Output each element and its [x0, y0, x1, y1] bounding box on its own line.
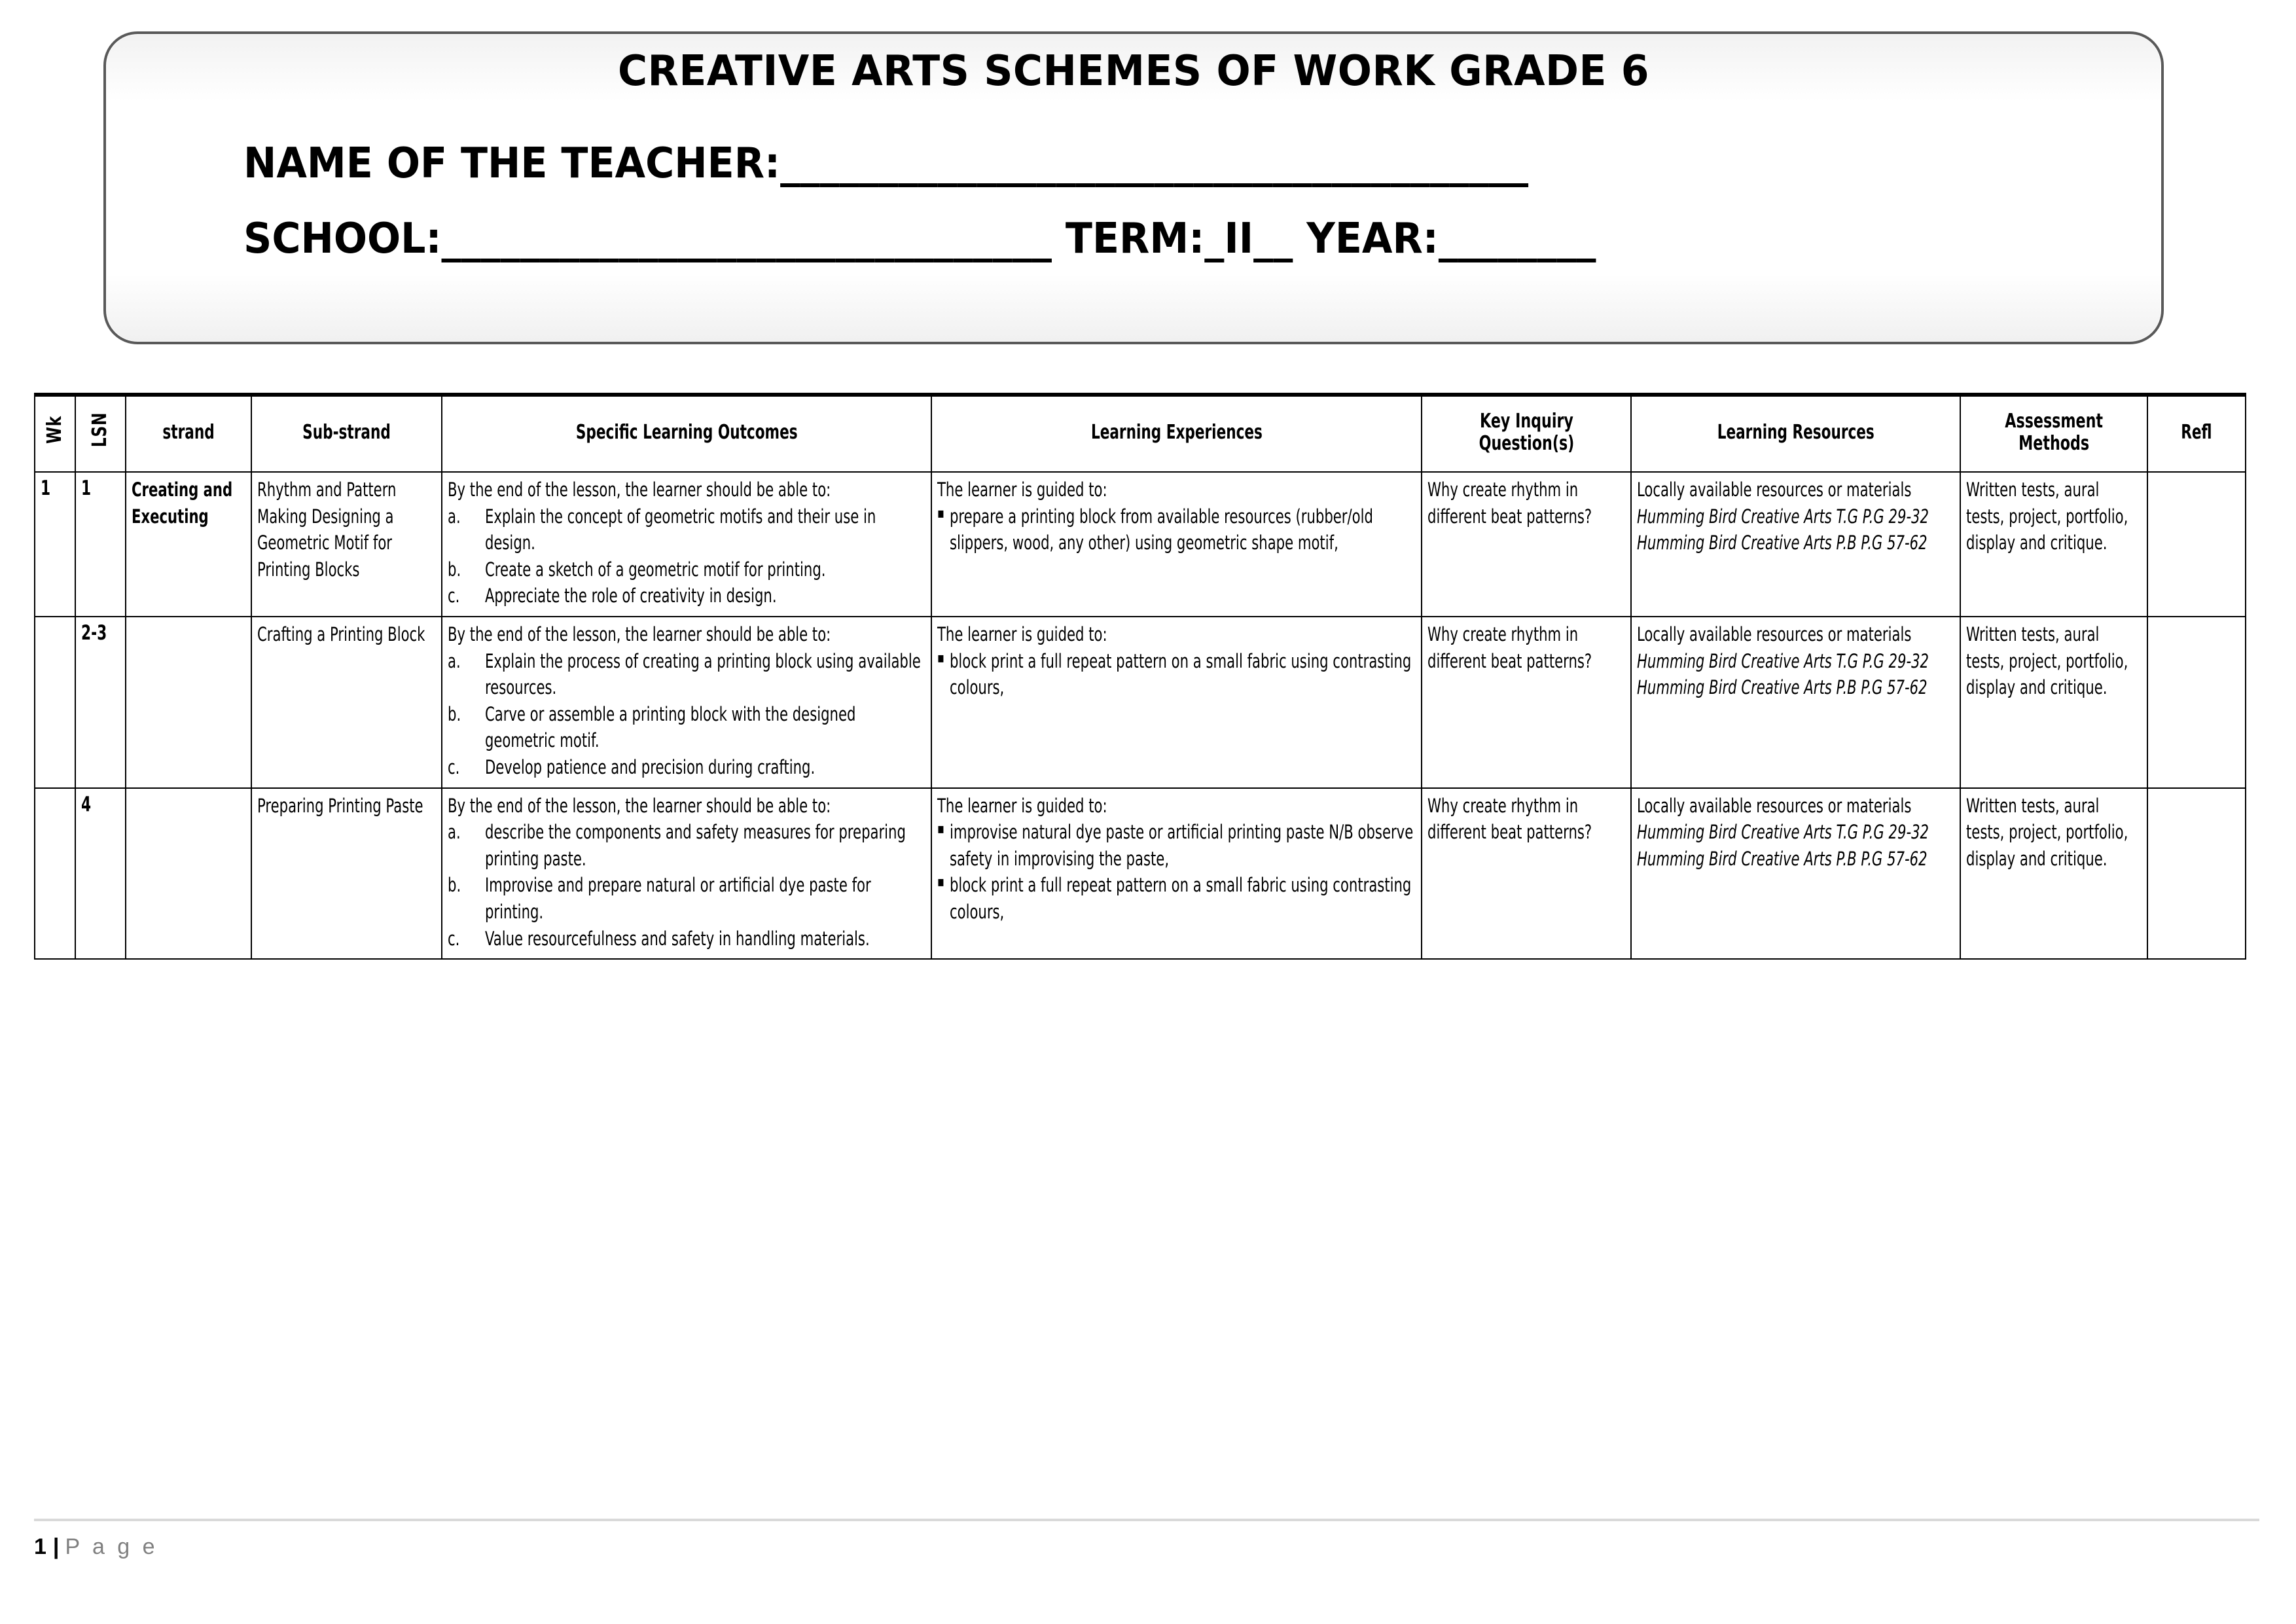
- cell-lesson: [75, 617, 126, 788]
- learning-resources-reference: Humming Bird Creative Arts P.B P.G 57-62: [1637, 847, 1928, 870]
- column-header-wk: [35, 395, 75, 472]
- school-blank[interactable]: _______________________________: [441, 215, 1052, 263]
- square-bullet-icon: ▪: [937, 874, 945, 891]
- slo-list-item: [448, 926, 925, 952]
- column-header-learning-resources: [1631, 395, 1960, 472]
- slo-list-item: [448, 701, 925, 754]
- slo-list: [448, 648, 925, 781]
- cell-specific-learning-outcomes: [442, 472, 931, 617]
- lesson-value: 1: [81, 477, 92, 500]
- key-inquiry-question-value: Why create rhythm in different beat patterns?: [1427, 623, 1592, 672]
- teacher-label: NAME OF THE TEACHER:: [243, 139, 781, 188]
- cell-learning-resources: [1631, 472, 1960, 617]
- cell-key-inquiry-question: [1422, 472, 1632, 617]
- column-header-strand: [126, 395, 251, 472]
- slo-item-marker: c.: [448, 755, 460, 778]
- column-header-le-label: Learning Experiences: [1090, 420, 1263, 444]
- sub-strand-value: Preparing Printing Paste: [257, 794, 423, 817]
- term-label: TERM:: [1065, 215, 1205, 263]
- key-inquiry-question-value: Why create rhythm in different beat patterns?: [1427, 794, 1592, 844]
- learning-resources-reference: Humming Bird Creative Arts T.G P.G 29-32: [1637, 505, 1929, 528]
- cell-learning-experiences: [931, 472, 1421, 617]
- term-value[interactable]: _II__: [1204, 215, 1293, 263]
- schemes-of-work-table: [34, 393, 2246, 960]
- year-label: YEAR:: [1306, 215, 1439, 263]
- cell-week: [35, 788, 75, 960]
- column-header-refl: [2147, 395, 2246, 472]
- slo-item-text: Create a sketch of a geometric motif for printing.: [485, 558, 826, 581]
- slo-list-item: [448, 648, 925, 701]
- column-header-strand-label: strand: [162, 420, 215, 444]
- square-bullet-icon: ▪: [937, 821, 945, 838]
- cell-learning-resources: [1631, 617, 1960, 788]
- cell-sub-strand: [251, 788, 442, 960]
- assessment-methods-value: Written tests, aural tests, project, portfolio, display and critique.: [1965, 623, 2128, 699]
- slo-item-marker: b.: [448, 874, 461, 897]
- learning-resources-plain: Locally available resources or materials: [1637, 623, 1912, 645]
- column-header-am-label-line1: Assessment: [2005, 409, 2103, 433]
- column-header-kiq-label-line2: Question(s): [1479, 432, 1574, 455]
- column-header-lsn-label: LSN: [88, 412, 112, 448]
- lesson-value: 4: [81, 792, 92, 816]
- assessment-methods-value: Written tests, aural tests, project, portfolio, display and critique.: [1965, 794, 2128, 870]
- slo-item-text: Value resourcefulness and safety in handling materials.: [485, 927, 870, 950]
- table-row: [35, 788, 2246, 960]
- column-header-assessment-methods: [1960, 395, 2147, 472]
- cell-reflection[interactable]: [2147, 788, 2246, 960]
- slo-item-marker: a.: [448, 821, 461, 844]
- slo-item-marker: c.: [448, 927, 460, 950]
- teacher-blank[interactable]: ______________________________________: [780, 139, 1529, 188]
- cell-key-inquiry-question: [1422, 617, 1632, 788]
- le-item-text: block print a full repeat pattern on a small fabric using contrasting colours,: [950, 649, 1412, 699]
- document-header-box: [103, 31, 2164, 344]
- column-header-learning-experiences: [931, 395, 1421, 472]
- learning-resources-reference: Humming Bird Creative Arts T.G P.G 29-32: [1637, 821, 1929, 844]
- column-header-lr-label: Learning Resources: [1717, 420, 1874, 444]
- le-item-text: improvise natural dye paste or artificial printing paste N/B observe safety in improvising the paste,: [950, 821, 1414, 870]
- le-lead-text: The learner is guided to:: [937, 478, 1107, 501]
- learning-resources-plain: Locally available resources or materials: [1637, 478, 1912, 501]
- year-blank[interactable]: ________: [1438, 215, 1596, 263]
- column-header-sub-strand-label: Sub-strand: [302, 420, 391, 444]
- le-list: [937, 648, 1415, 701]
- cell-strand: [126, 788, 251, 960]
- le-list-item: [937, 819, 1415, 872]
- column-header-specific-learning-outcomes: [442, 395, 931, 472]
- cell-sub-strand: [251, 617, 442, 788]
- cell-learning-experiences: [931, 788, 1421, 960]
- footer-page-word: P a g e: [65, 1534, 158, 1559]
- square-bullet-icon: ▪: [937, 649, 945, 666]
- le-lead-text: The learner is guided to:: [937, 623, 1107, 645]
- slo-list-item: [448, 754, 925, 781]
- week-value: 1: [41, 477, 51, 500]
- slo-list: [448, 503, 925, 609]
- le-item-text: block print a full repeat pattern on a small fabric using contrasting colours,: [950, 874, 1412, 923]
- slo-list-item: [448, 872, 925, 925]
- footer-divider: [34, 1519, 2259, 1521]
- learning-resources-reference: Humming Bird Creative Arts T.G P.G 29-32: [1637, 649, 1929, 672]
- slo-list-item: [448, 503, 925, 556]
- slo-list-item: [448, 583, 925, 609]
- column-header-key-inquiry-questions: [1422, 395, 1632, 472]
- page-title: CREATIVE ARTS SCHEMES OF WORK GRADE 6: [617, 47, 1650, 96]
- cell-assessment-methods: [1960, 472, 2147, 617]
- cell-week: [35, 472, 75, 617]
- footer-page-indicator: [34, 1534, 2259, 1560]
- slo-list: [448, 819, 925, 952]
- learning-resources-reference: Humming Bird Creative Arts P.B P.G 57-62: [1637, 676, 1928, 699]
- learning-resources-plain: Locally available resources or materials: [1637, 794, 1912, 817]
- table-header-row: [35, 395, 2246, 472]
- square-bullet-icon: ▪: [937, 505, 945, 522]
- table-row: [35, 617, 2246, 788]
- le-list-item: [937, 503, 1415, 556]
- slo-item-text: Appreciate the role of creativity in design.: [485, 585, 777, 607]
- slo-item-text: Explain the process of creating a printing block using available resources.: [485, 649, 921, 699]
- slo-item-text: describe the components and safety measures for preparing printing paste.: [485, 821, 906, 870]
- cell-assessment-methods: [1960, 788, 2147, 960]
- slo-list-item: [448, 819, 925, 872]
- slo-item-marker: a.: [448, 649, 461, 672]
- slo-list-item: [448, 556, 925, 583]
- learning-resources-reference: Humming Bird Creative Arts P.B P.G 57-62: [1637, 532, 1928, 554]
- slo-lead-text: By the end of the lesson, the learner should be able to:: [448, 623, 831, 645]
- slo-lead-text: By the end of the lesson, the learner should be able to:: [448, 794, 831, 817]
- lesson-value: 2-3: [81, 621, 107, 645]
- page-footer: [34, 1519, 2259, 1560]
- cell-specific-learning-outcomes: [442, 788, 931, 960]
- footer-page-number: 1: [34, 1534, 46, 1559]
- assessment-methods-value: Written tests, aural tests, project, portfolio, display and critique.: [1965, 478, 2128, 554]
- slo-item-marker: c.: [448, 585, 460, 607]
- le-list-item: [937, 648, 1415, 701]
- slo-item-text: Develop patience and precision during crafting.: [485, 755, 816, 778]
- le-list: [937, 503, 1415, 556]
- cell-learning-resources: [1631, 788, 1960, 960]
- le-lead-text: The learner is guided to:: [937, 794, 1107, 817]
- sub-strand-value: Crafting a Printing Block: [257, 623, 425, 645]
- school-label: SCHOOL:: [243, 215, 442, 263]
- cell-strand: [126, 472, 251, 617]
- slo-item-text: Explain the concept of geometric motifs and their use in design.: [485, 505, 876, 554]
- column-header-slo-label: Specific Learning Outcomes: [575, 420, 798, 444]
- school-term-year-field-line: [243, 217, 1596, 261]
- cell-strand: [126, 617, 251, 788]
- column-header-refl-label: Refl: [2181, 420, 2212, 444]
- slo-item-marker: b.: [448, 558, 461, 581]
- le-list-item: [937, 872, 1415, 925]
- teacher-name-field-line: [243, 139, 1529, 188]
- le-list: [937, 819, 1415, 925]
- cell-reflection[interactable]: [2147, 617, 2246, 788]
- slo-lead-text: By the end of the lesson, the learner should be able to:: [448, 478, 831, 501]
- column-header-sub-strand: [251, 395, 442, 472]
- cell-week: [35, 617, 75, 788]
- column-header-lsn: [75, 395, 126, 472]
- key-inquiry-question-value: Why create rhythm in different beat patterns?: [1427, 478, 1592, 528]
- slo-item-text: Improvise and prepare natural or artificial dye paste for printing.: [485, 874, 871, 923]
- slo-item-marker: b.: [448, 702, 461, 725]
- cell-lesson: [75, 788, 126, 960]
- column-header-kiq-label-line1: Key Inquiry: [1479, 409, 1573, 433]
- cell-learning-experiences: [931, 617, 1421, 788]
- cell-assessment-methods: [1960, 617, 2147, 788]
- table-row: [35, 472, 2246, 617]
- slo-item-text: Carve or assemble a printing block with the designed geometric motif.: [485, 702, 856, 752]
- slo-item-marker: a.: [448, 505, 461, 528]
- strand-value: Creating and Executing: [131, 478, 233, 528]
- column-header-am-label-line2: Methods: [2018, 432, 2089, 455]
- sub-strand-value: Rhythm and Pattern Making Designing a Geometric Motif for Printing Blocks: [257, 478, 397, 581]
- cell-reflection[interactable]: [2147, 472, 2246, 617]
- column-header-wk-label: Wk: [43, 416, 66, 444]
- cell-key-inquiry-question: [1422, 788, 1632, 960]
- le-item-text: prepare a printing block from available resources (rubber/old slippers, wood, any other) using geometric shape motif,: [950, 505, 1374, 554]
- footer-separator: |: [52, 1534, 63, 1559]
- cell-sub-strand: [251, 472, 442, 617]
- cell-lesson: [75, 472, 126, 617]
- cell-specific-learning-outcomes: [442, 617, 931, 788]
